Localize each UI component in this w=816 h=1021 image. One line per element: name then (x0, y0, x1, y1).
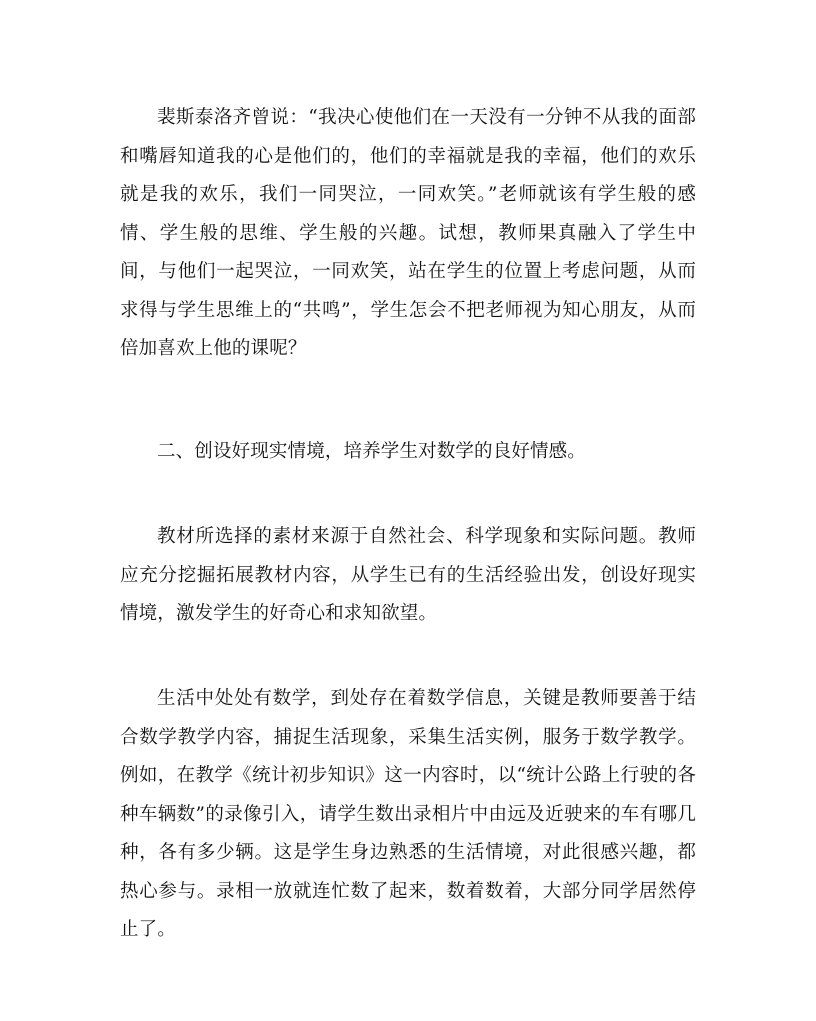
paragraph-life-math-example: 生活中处处有数学，到处存在着数学信息，关键是教师要善于结合数学教学内容，捕捉生活现象，采集生活实例，服务于数学教学。例如，在教学《统计初步知识》这一内容时，以“统计公路上行驶的各种车辆数”的录像引入，请学生数出录相片中由远及近驶来的车有哪几种，各有多少辆。这是学生身边熟悉的生活情境，对此很感兴趣，都热心参与。录相一放就连忙数了起来，数着数着，大部分同学居然停止了。 (120, 688, 696, 940)
paragraph-pestalozzi-quote: 裴斯泰洛齐曾说：“我决心使他们在一天没有一分钟不从我的面部和嘴唇知道我的心是他们的，他们的幸福就是我的幸福，他们的欢乐就是我的欢乐，我们一同哭泣，一同欢笑。”老师就该有学生般的感情、学生般的思维、学生般的兴趣。试想，教师果真融入了学生中间，与他们一起哭泣，一同欢笑，站在学生的位置上考虑问题，从而求得与学生思维上的“共鸣”，学生怎会不把老师视为知心朋友，从而倍加喜欢上他的课呢？ (120, 107, 696, 359)
paragraph-textbook-materials: 教材所选择的素材来源于自然社会、科学现象和实际问题。教师应充分挖掘拓展教材内容，从学生已有的生活经验出发，创设好现实情境，激发学生的好奇心和求知欲望。 (120, 526, 696, 624)
section-heading: 二、创设好现实情境，培养学生对数学的良好情感。 (157, 441, 586, 462)
